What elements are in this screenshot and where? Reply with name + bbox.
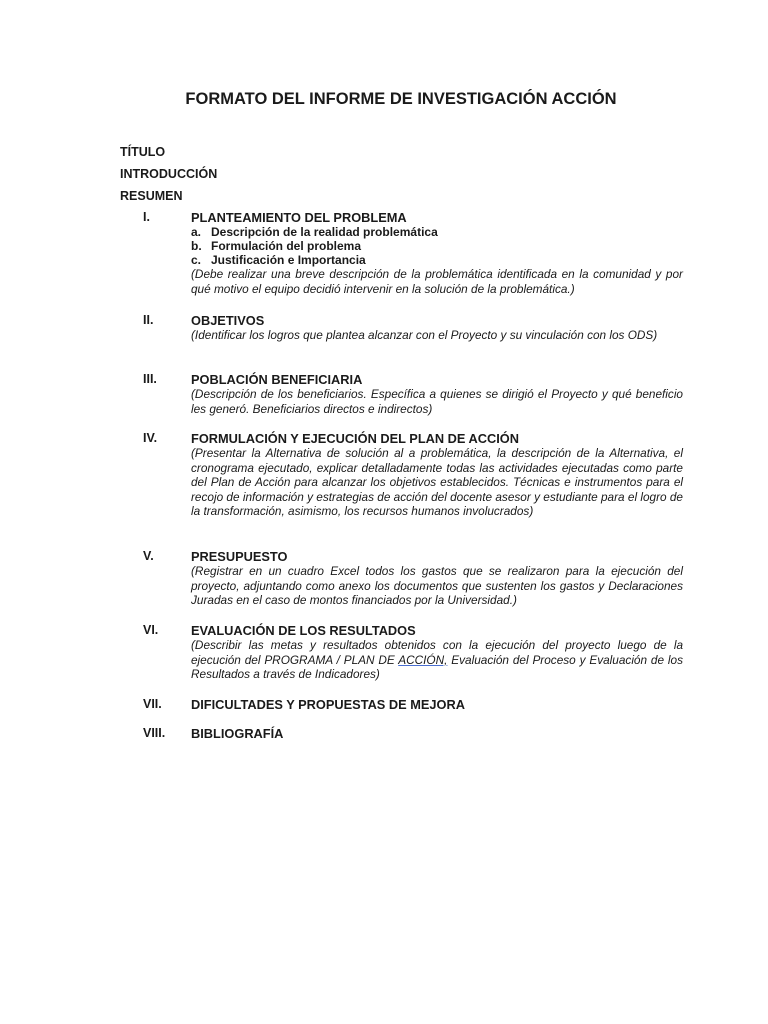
section-title: PRESUPUESTO [191, 549, 288, 564]
document-title: FORMATO DEL INFORME DE INVESTIGACIÓN ACCIÓN [185, 90, 617, 108]
section-title: FORMULACIÓN Y EJECUCIÓN DEL PLAN DE ACCIÓN [191, 431, 520, 446]
subitem-letter: c. [191, 253, 202, 267]
section-title: PLANTEAMIENTO DEL PROBLEMA [191, 210, 407, 225]
subitem-letter: a. [191, 225, 202, 239]
section-title: EVALUACIÓN DE LOS RESULTADOS [191, 623, 416, 638]
section-presupuesto [143, 549, 683, 608]
section-title: OBJETIVOS [191, 313, 265, 328]
section-title: BIBLIOGRAFÍA [191, 726, 284, 741]
section-number: IV. [143, 431, 158, 445]
description-text: Evaluación del Proceso y Evaluación de los Resultados a través de Indicadores) [191, 652, 683, 682]
section-evaluacion [143, 623, 683, 682]
section-title: DIFICULTADES Y PROPUESTAS DE MEJORA [191, 697, 465, 712]
section-bibliografia [143, 726, 683, 741]
subitem-text: Descripción de la realidad problemática [211, 225, 438, 239]
description-text: (Describir las metas y resultados obtenidos con la ejecución del proyecto luego de la ejecución del PROGRAMA / PLAN DE [191, 638, 683, 667]
section-description: (Presentar la Alternativa de solución al a problemática, la descripción de la Alternativa, el cronograma ejecutado, explicar detalladamente todas las actividades ejecutadas como parte del Plan de Acción para alcanzar los objetivos establecidos. Técnicas e instrumentos para el recojo de información y estrategias de acción del docente asesor y estudiante para el logro de la transformación, asimismo, los recursos humanos involucrados) [191, 446, 683, 519]
heading-resumen: RESUMEN [120, 189, 183, 203]
section-formulacion [143, 431, 683, 519]
subitem [191, 225, 683, 239]
section-description: (Descripción de los beneficiarios. Específica a quienes se dirigió el Proyecto y qué beneficio les generó. Beneficiarios directos e indirectos) [191, 387, 683, 416]
section-number: I. [143, 210, 150, 224]
subitem [191, 253, 683, 267]
section-number: V. [143, 549, 154, 563]
section-number: VI. [143, 623, 159, 637]
section-number: VII. [143, 697, 162, 711]
section-description: (Debe realizar una breve descripción de la problemática identificada en la comunidad y por qué motivo el equipo decidió intervenir en la solución de la problemática.) [191, 267, 683, 296]
section-poblacion [143, 372, 683, 416]
section-description: (Identificar los logros que plantea alcanzar con el Proyecto y su vinculación con los ODS) [191, 328, 658, 342]
subitem-text: Formulación del problema [211, 239, 362, 253]
section-planteamiento [143, 210, 683, 296]
section-number: VIII. [143, 726, 166, 740]
heading-introduccion: INTRODUCCIÓN [120, 167, 218, 181]
subitem [191, 239, 683, 253]
subitem-text: Justificación e Importancia [211, 253, 366, 267]
section-objetivos [143, 313, 683, 343]
section-dificultades [143, 697, 683, 712]
spellcheck-underlined-text: ACCIÓN, [398, 652, 448, 667]
section-number: II. [143, 313, 154, 327]
section-description: (Registrar en un cuadro Excel todos los gastos que se realizaron para la ejecución del proyecto, adjuntando como anexo los documentos que sustenten los gastos y Declaraciones Juradas en el caso de montos financiados por la Universidad.) [191, 564, 683, 608]
section-number: III. [143, 372, 157, 386]
section-description [191, 638, 683, 682]
subitem-letter: b. [191, 239, 202, 253]
heading-titulo: TÍTULO [120, 145, 166, 159]
section-title: POBLACIÓN BENEFICIARIA [191, 372, 363, 387]
